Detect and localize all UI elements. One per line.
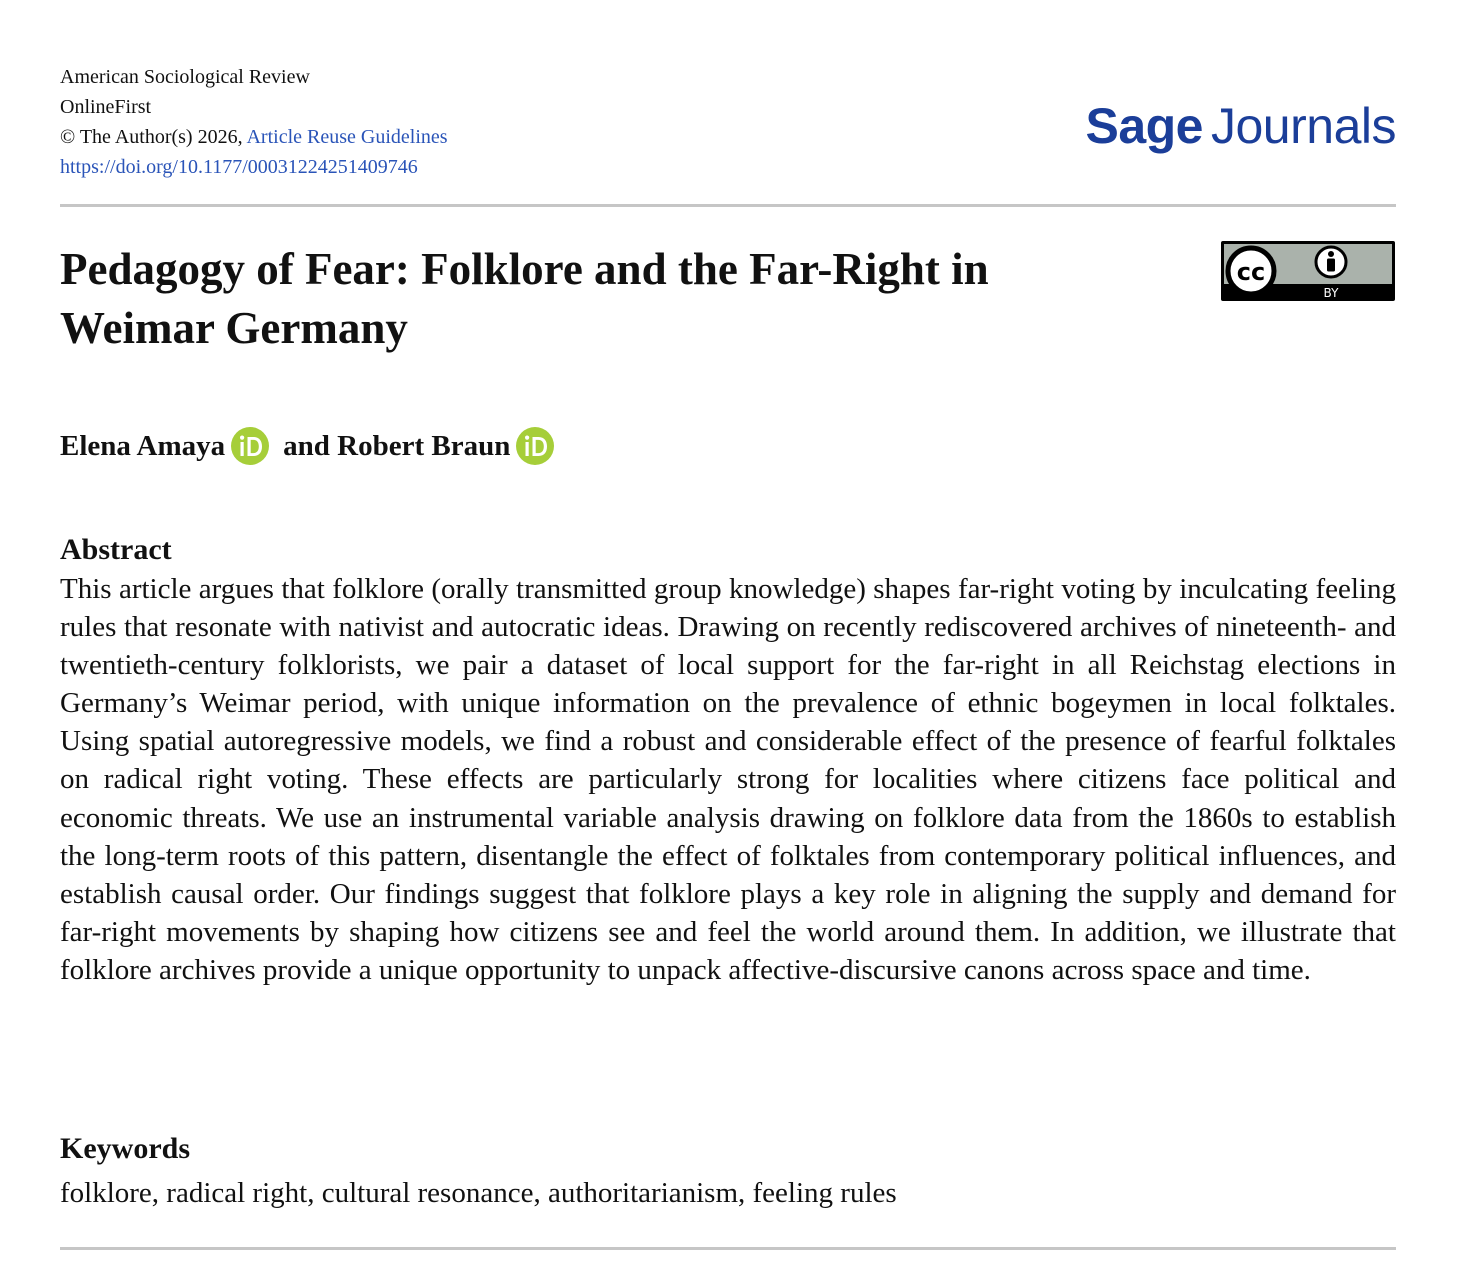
orcid-icon[interactable] — [231, 427, 269, 465]
copyright-line — [60, 122, 448, 152]
article-title: Pedagogy of Fear: Folklore and the Far-Right in Weimar Germany — [60, 244, 989, 353]
author-conjunction: and — [283, 430, 330, 462]
doi-link[interactable]: https://doi.org/10.1177/00031224251409746 — [60, 156, 418, 178]
author-name[interactable]: Robert Braun — [337, 430, 511, 462]
reuse-guidelines-link[interactable]: Article Reuse Guidelines — [246, 126, 448, 148]
author-name[interactable]: Elena Amaya — [60, 430, 226, 462]
abstract-text: This article argues that folklore (orally transmitted group knowledge) shapes far-right voting by inculcating feeling rules that resonate with nativist and autocratic ideas. Drawing on recently rediscovered archives of nineteenth- and twentieth-century folklorists, we pair a dataset of local support for the far-right in all Reichstag elections in Germany’s Weimar period, with unique information on the prevalence of ethnic bogeymen in local folktales. Using spatial autoregressive models, we find a robust and considerable effect of the presence of fearful folktales on radical right voting. These effects are particularly strong for localities where citizens face political and economic threats. We use an instrumental variable analysis drawing on folklore data from the 1860s to establish the long-term roots of this pattern, disentangle the effect of folktales from contemporary political influences, and establish causal order. Our findings suggest that folklore plays a key role in aligning the supply and demand for far-right movements by shaping how citizens see and feel the world around them. In addition, we illustrate that folklore archives provide a unique opportunity to unpack affective-discursive canons across space and time. — [60, 573, 1396, 986]
author-list — [60, 426, 568, 466]
article-header — [60, 62, 1396, 192]
footer-divider — [60, 1247, 1396, 1250]
doi-line — [60, 152, 448, 182]
logo-product: Journals — [1211, 98, 1396, 154]
article-page — [60, 0, 1396, 1270]
sage-journals-logo[interactable] — [1085, 96, 1396, 156]
journal-edition: OnlineFirst — [60, 96, 152, 118]
keywords-text: folklore, radical right, cultural resonance, authoritarianism, feeling rules — [60, 1177, 897, 1209]
by-text: BY — [1323, 286, 1339, 300]
cc-by-icon[interactable] — [1220, 240, 1396, 302]
header-divider — [60, 204, 1396, 207]
journal-name: American Sociological Review — [60, 66, 310, 88]
journal-meta — [60, 62, 448, 182]
logo-brand: Sage — [1085, 98, 1203, 154]
abstract-heading: Abstract — [60, 533, 172, 566]
cc-text: cc — [1236, 258, 1266, 286]
keywords-heading: Keywords — [60, 1132, 190, 1165]
orcid-icon[interactable] — [516, 427, 554, 465]
copyright-text: © The Author(s) 2026, — [60, 126, 247, 148]
